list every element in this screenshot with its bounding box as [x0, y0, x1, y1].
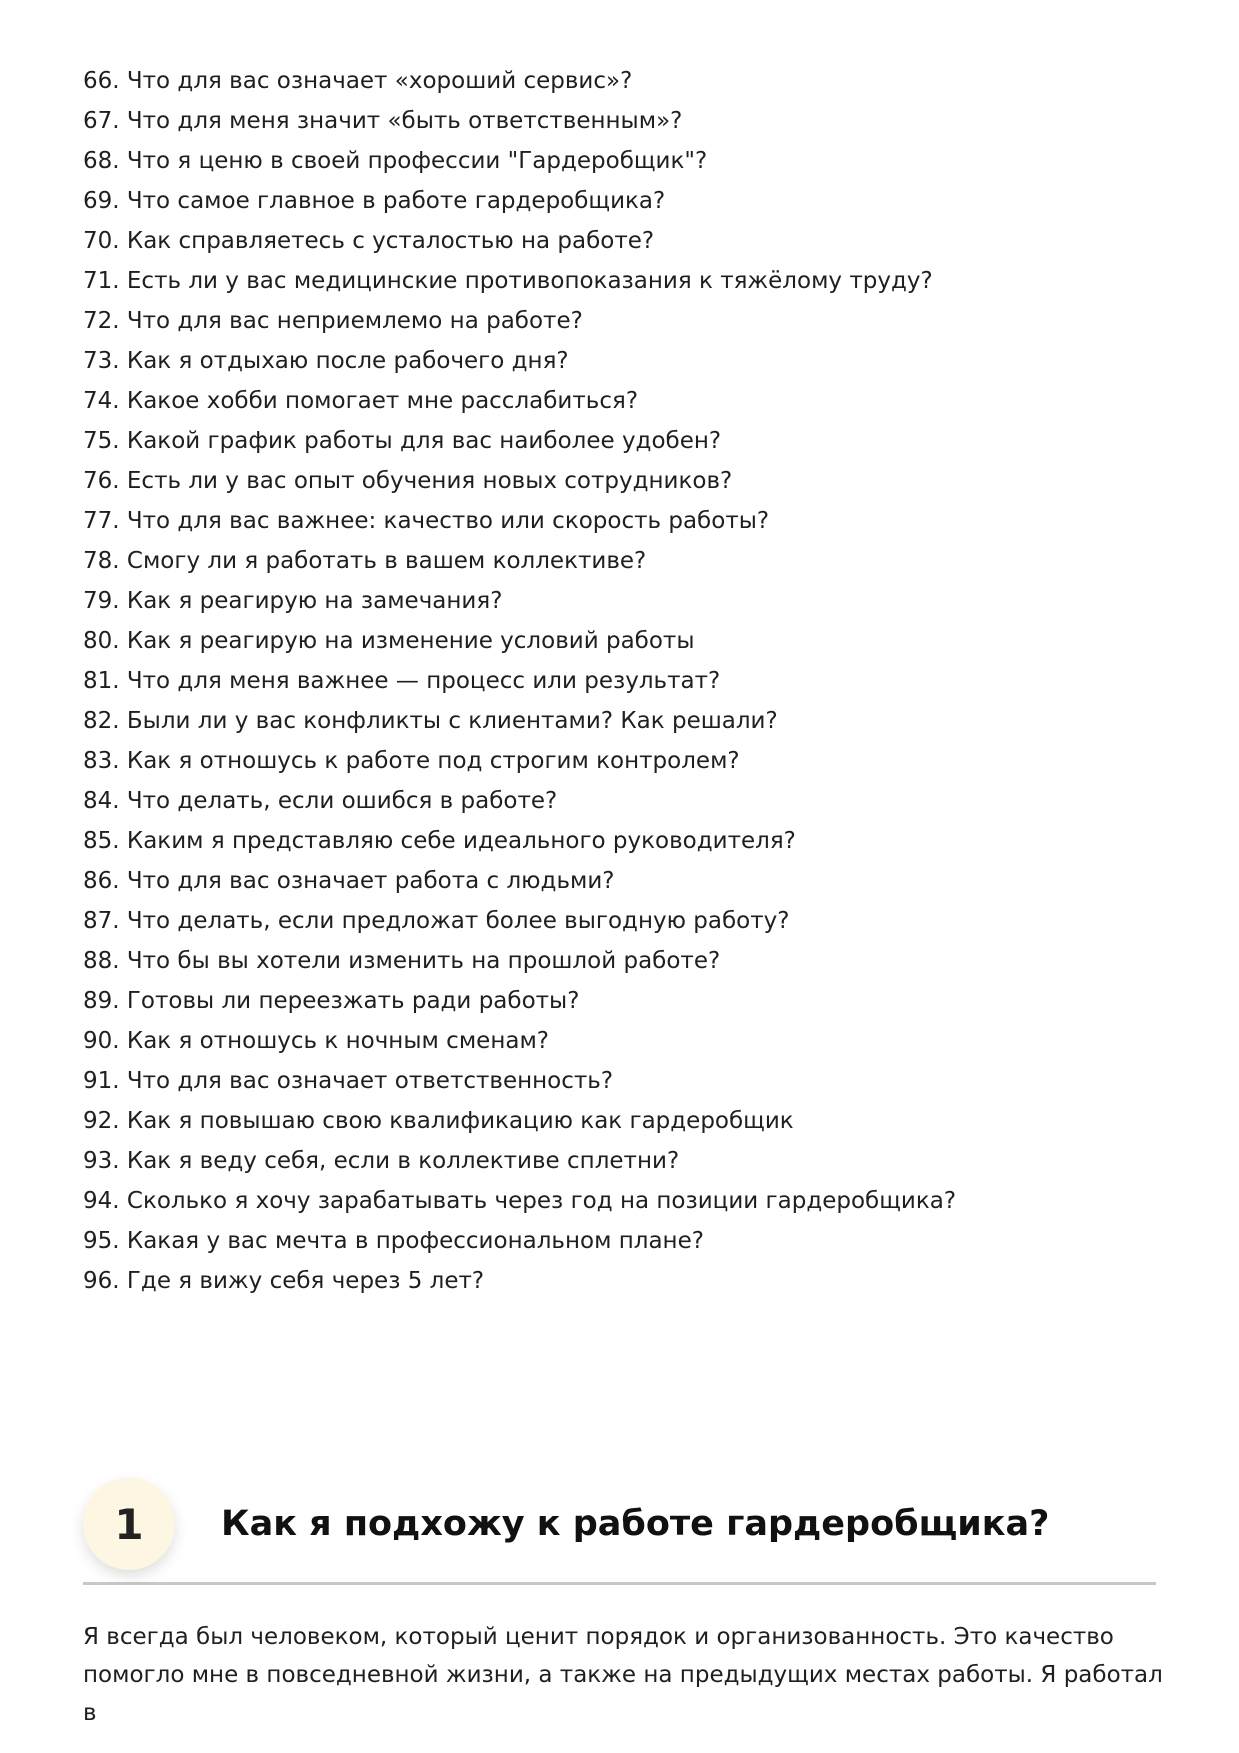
- question-item: 78. Смогу ли я работать в вашем коллективе?: [83, 548, 647, 574]
- question-item: 92. Как я повышаю свою квалификацию как гардеробщик: [83, 1108, 794, 1134]
- question-item: 85. Каким я представляю себе идеального руководителя?: [83, 828, 796, 854]
- question-item: 90. Как я отношусь к ночным сменам?: [83, 1028, 550, 1054]
- question-item: 72. Что для вас неприемлемо на работе?: [83, 308, 583, 334]
- question-item: 96. Где я вижу себя через 5 лет?: [83, 1268, 485, 1294]
- question-item: 67. Что для меня значит «быть ответственным»?: [83, 108, 683, 134]
- section-header: [83, 1472, 1156, 1585]
- question-item: 70. Как справляетесь с усталостью на работе?: [83, 228, 655, 254]
- question-item: 94. Сколько я хочу зарабатывать через год на позиции гардеробщика?: [83, 1188, 957, 1214]
- question-item: 66. Что для вас означает «хороший сервис»?: [83, 68, 633, 94]
- question-item: 73. Как я отдыхаю после рабочего дня?: [83, 348, 569, 374]
- question-item: 69. Что самое главное в работе гардеробщика?: [83, 188, 666, 214]
- question-item: 87. Что делать, если предложат более выгодную работу?: [83, 908, 790, 934]
- question-item: 89. Готовы ли переезжать ради работы?: [83, 988, 580, 1014]
- question-item: 93. Как я веду себя, если в коллективе сплетни?: [83, 1148, 680, 1174]
- question-item: 71. Есть ли у вас медицинские противопоказания к тяжёлому труду?: [83, 268, 933, 294]
- question-item: 75. Какой график работы для вас наиболее удобен?: [83, 428, 722, 454]
- section-title: Как я подхожу к работе гардеробщика?: [221, 1504, 1050, 1544]
- question-item: 77. Что для вас важнее: качество или скорость работы?: [83, 508, 770, 534]
- question-item: 68. Что я ценю в своей профессии "Гардеробщик"?: [83, 148, 708, 174]
- section-number-badge: 1: [83, 1478, 175, 1570]
- question-item: 88. Что бы вы хотели изменить на прошлой работе?: [83, 948, 721, 974]
- section-paragraph: Я всегда был человеком, который ценит порядок и организованность. Это качество помогло мне в повседневной жизни, а также на предыдущих местах работы. Я работал в: [83, 1624, 1163, 1726]
- question-item: 74. Какое хобби помогает мне расслабиться?: [83, 388, 639, 414]
- question-item: 83. Как я отношусь к работе под строгим контролем?: [83, 748, 740, 774]
- question-list: [83, 61, 1163, 1301]
- question-item: 86. Что для вас означает работа с людьми?: [83, 868, 615, 894]
- question-item: 91. Что для вас означает ответственность?: [83, 1068, 614, 1094]
- question-item: 84. Что делать, если ошибся в работе?: [83, 788, 558, 814]
- question-item: 80. Как я реагирую на изменение условий работы: [83, 628, 695, 654]
- question-item: 95. Какая у вас мечта в профессиональном плане?: [83, 1228, 704, 1254]
- question-item: 79. Как я реагирую на замечания?: [83, 588, 503, 614]
- question-item: 76. Есть ли у вас опыт обучения новых сотрудников?: [83, 468, 733, 494]
- question-item: 82. Были ли у вас конфликты с клиентами? Как решали?: [83, 708, 778, 734]
- question-item: 81. Что для меня важнее — процесс или результат?: [83, 668, 721, 694]
